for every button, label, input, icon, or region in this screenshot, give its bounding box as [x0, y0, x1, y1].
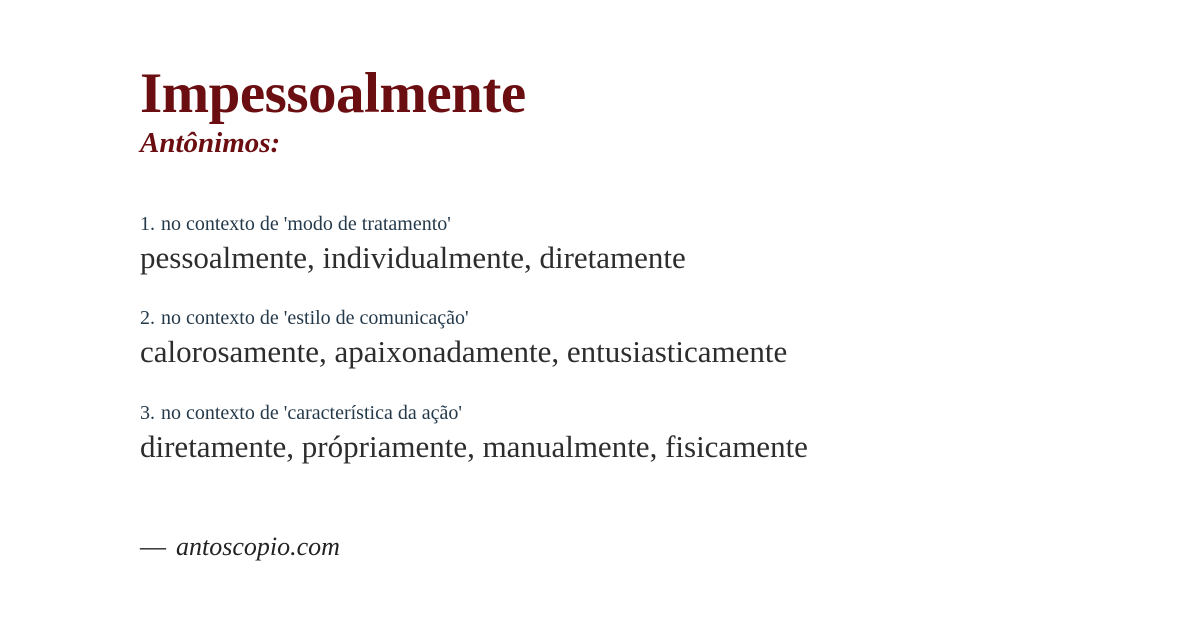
antonyms-subtitle: Antônimos:	[140, 126, 281, 159]
attribution-dash: —	[140, 532, 166, 561]
entry-context-label: no contexto de 'modo de tratamento'	[161, 212, 451, 235]
page-title: Impessoalmente	[140, 62, 526, 125]
attribution-source: antoscopio.com	[176, 532, 340, 561]
entry-context-label: no contexto de 'estilo de comunicação'	[161, 307, 469, 330]
entry-context-label: no contexto de 'característica da ação'	[161, 402, 462, 425]
entry-context	[140, 212, 1140, 237]
antonym-entry-1	[140, 212, 1140, 278]
entry-context	[140, 401, 1140, 426]
antonym-entries	[140, 212, 1140, 467]
antonym-entry-3	[140, 401, 1140, 467]
entry-number: 1.	[140, 212, 155, 235]
entry-antonyms-list: pessoalmente, individualmente, diretamente	[140, 239, 686, 275]
entry-context	[140, 306, 1140, 331]
antonym-entry-2	[140, 306, 1140, 372]
entry-antonyms-list: calorosamente, apaixonadamente, entusiasticamente	[140, 334, 788, 370]
entry-number: 3.	[140, 402, 155, 425]
attribution	[140, 531, 340, 562]
entry-number: 2.	[140, 307, 155, 330]
entry-antonyms-list: diretamente, própriamente, manualmente, fisicamente	[140, 429, 808, 465]
